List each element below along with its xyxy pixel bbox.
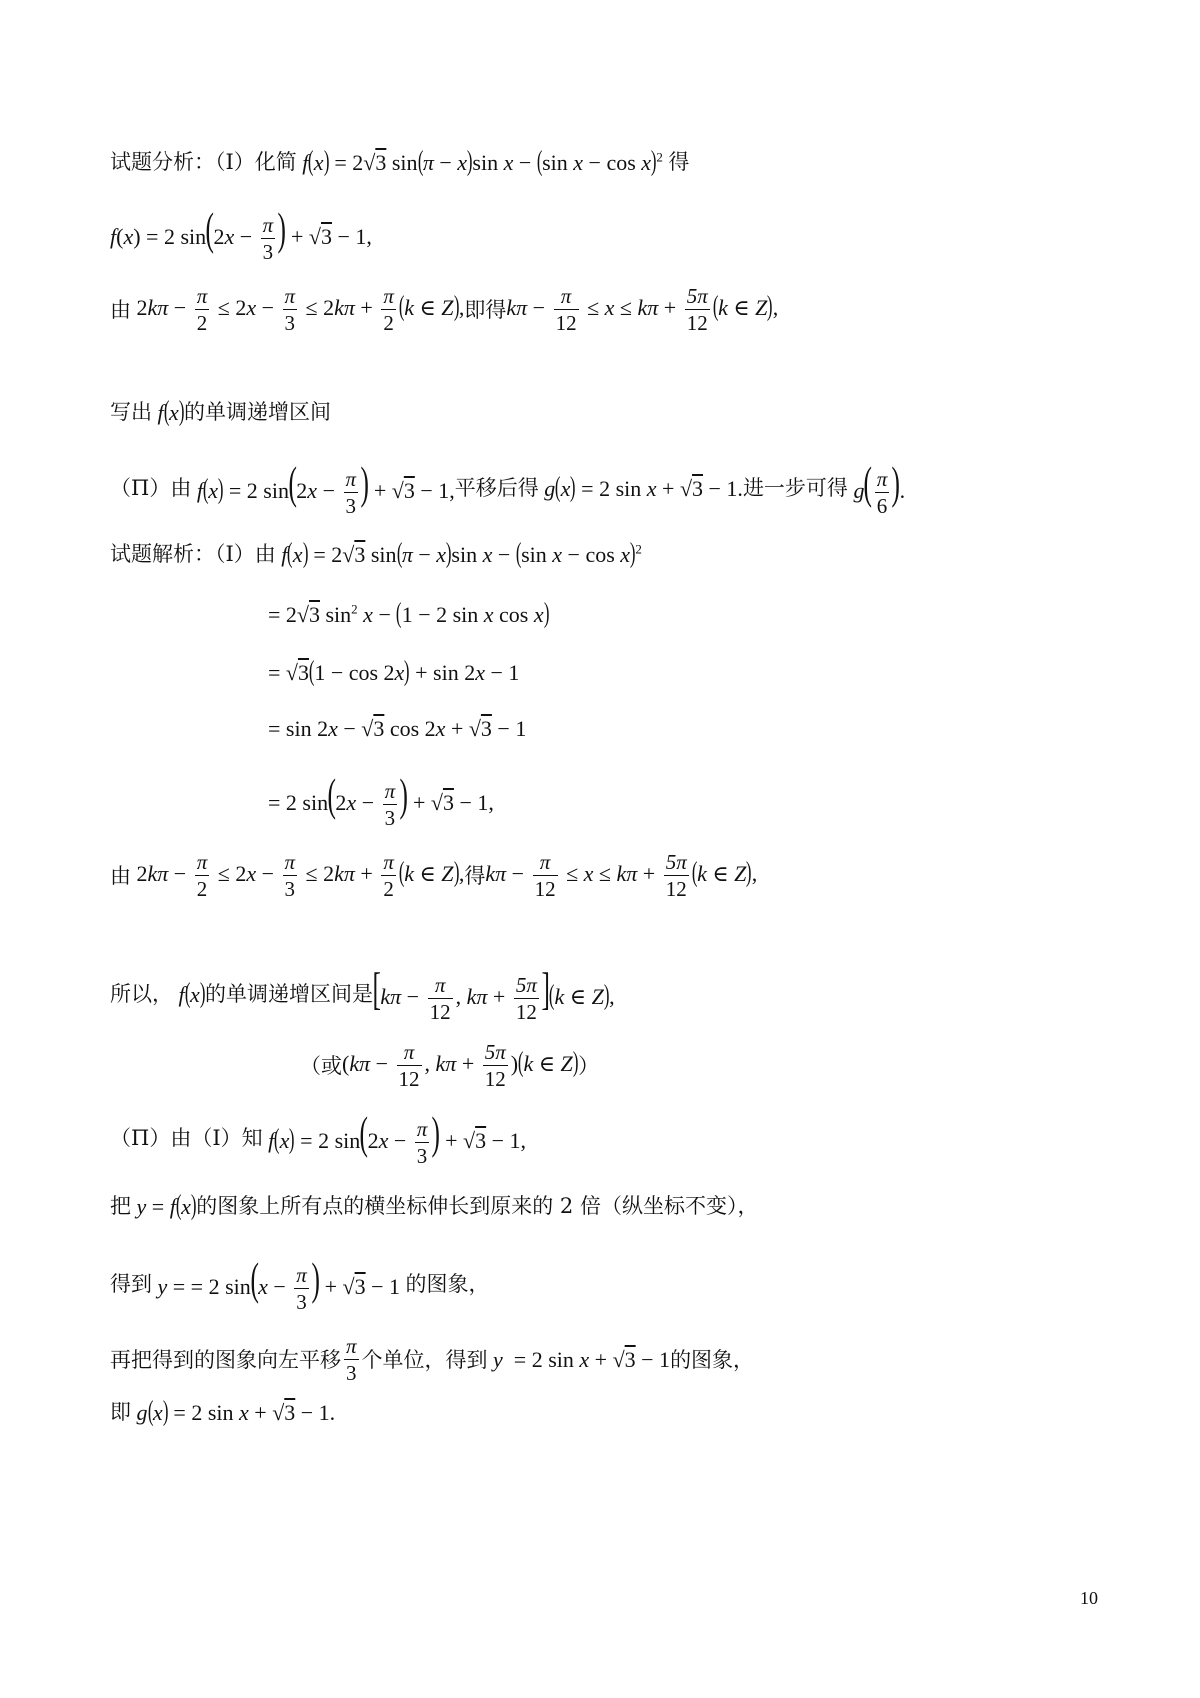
text-line: = 2√3 $\sin^2 x - (1 - 2$ sin x cos x): [268, 598, 550, 629]
text-line: = √3(1 − cos 2x) + sin 2x − 1: [268, 656, 520, 687]
text-line: = sin 2x − √3 cos 2x + √3 − 1: [268, 716, 527, 741]
text-line: = 2 sin(2x − $\frac{\pi}{3}$ ) + √3 − 1,: [268, 769, 494, 830]
text-line: 把 y = f(x) 的图象上所有点的横坐标伸长到原来的 2 倍（纵坐标不变），: [110, 1190, 759, 1221]
text-line: 即 g(x) = 2 sin x + √3 − 1.: [110, 1396, 336, 1427]
text-line: 再把得到的图象向左平移 $\frac{\pi}{3}$ 个单位，得到 y = 2 sin x + √3 − 1 的图象，: [110, 1334, 755, 1385]
text-line: （Π）由（Ⅰ）知 f(x) = 2 sin(2x − $\frac{\pi}{3}$ ) + √3 − 1,: [110, 1107, 527, 1168]
text-line: 试题解析：（Ⅰ）由 f(x) = 2√3 sin(π − x)sin x − (sin x − cos x)$^2$: [110, 538, 642, 569]
text-line: （或 (kπ − $\frac{\pi}{12}$ , kπ + $\frac{5\pi}{12}$ )(k ∈ Z) ）: [300, 1040, 600, 1091]
text-line: f(x) = 2 sin(2x − $\frac{\pi}{3}$ ) + √3 − 1,: [110, 203, 372, 264]
text-line: 由 2kπ − $\frac{\pi}{2}$ ≤ 2x − $\frac{\pi}{3}$ ≤ 2kπ + $\frac{\pi}{2}$ (k ∈ Z), 得 kπ − $\frac{\pi}{12}$ ≤ x ≤ kπ + $\frac{5\pi}{12}$ (k ∈ Z),: [110, 850, 758, 901]
page-number: 10: [1080, 1588, 1098, 1608]
text-line: 由 2kπ − $\frac{\pi}{2}$ ≤ 2x − $\frac{\pi}{3}$ ≤ 2kπ + $\frac{\pi}{2}$ (k ∈ Z), 即得 kπ − $\frac{\pi}{12}$ ≤ x ≤ kπ + $\frac{5\pi}{12}$ (k ∈ Z),: [110, 284, 779, 335]
text-line: 所以， f(x) 的单调递增区间是 [kπ − $\frac{\pi}{12}$ , kπ + $\frac{5\pi}{12}$ ](k ∈ Z),: [110, 963, 615, 1024]
text-line: （Π）由 f(x) = 2 sin(2x − $\frac{\pi}{3}$ ) + √3 − 1, 平移后得 g(x) = 2 sin x + √3 − 1. 进一步可得 g( $\frac{\pi}{6}$ ).: [110, 457, 906, 518]
text-line: 写出 f(x) 的单调递增区间: [110, 396, 332, 427]
text-line: 得到 y = = 2 sin(x − $\frac{\pi}{3}$ ) + √3 − 1 的图象，: [110, 1253, 490, 1314]
text-line: 试题分析：（Ⅰ）化简 f(x) = 2√3 sin(π − x)sin x − (sin x − cos x)$^2$ 得: [110, 146, 690, 177]
